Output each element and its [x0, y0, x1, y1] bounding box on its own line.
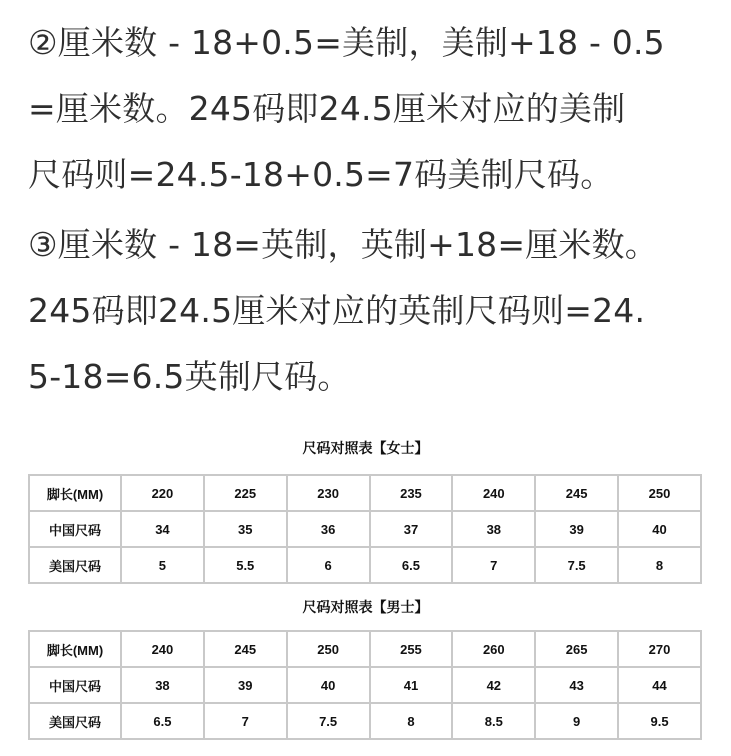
table-row [29, 667, 701, 703]
table-cell: 250 [287, 631, 370, 667]
table-cell: 9.5 [618, 703, 701, 739]
table-row [29, 547, 701, 583]
table-cell: 5 [121, 547, 204, 583]
table-cell: 255 [370, 631, 453, 667]
table-cell: 37 [370, 511, 453, 547]
table-cell: 240 [452, 475, 535, 511]
table-cell: 9 [535, 703, 618, 739]
table-cell: 265 [535, 631, 618, 667]
text-line: ②厘米数 - 18+0.5=美制，美制+18 - 0.5 [28, 23, 665, 62]
table-cell: 41 [370, 667, 453, 703]
table-cell: 245 [535, 475, 618, 511]
table-cell: 260 [452, 631, 535, 667]
table-row [29, 511, 701, 547]
text-line: =厘米数。245码即24.5厘米对应的美制 [28, 89, 626, 128]
text-line: ③厘米数 - 18=英制，英制+18=厘米数。 [28, 225, 659, 264]
table-cell: 40 [618, 511, 701, 547]
row-header: 脚长(MM) [29, 631, 121, 667]
table-cell: 40 [287, 667, 370, 703]
table-cell: 39 [535, 511, 618, 547]
row-header: 美国尺码 [29, 703, 121, 739]
table-cell: 8.5 [452, 703, 535, 739]
text-line: 尺码则=24.5-18+0.5=7码美制尺码。 [28, 155, 614, 194]
table-cell: 7 [204, 703, 287, 739]
paragraph-us-size-formula [28, 10, 718, 208]
table-cell: 34 [121, 511, 204, 547]
table-cell: 35 [204, 511, 287, 547]
table-cell: 225 [204, 475, 287, 511]
men-size-table [28, 630, 702, 740]
row-header: 美国尺码 [29, 547, 121, 583]
row-header: 中国尺码 [29, 667, 121, 703]
table-row [29, 475, 701, 511]
table-cell: 250 [618, 475, 701, 511]
table-cell: 43 [535, 667, 618, 703]
text-line: 245码即24.5厘米对应的英制尺码则=24. [28, 291, 646, 330]
table-cell: 6.5 [121, 703, 204, 739]
paragraph-uk-size-formula [28, 212, 718, 410]
table-cell: 42 [452, 667, 535, 703]
table-cell: 6.5 [370, 547, 453, 583]
table-cell: 245 [204, 631, 287, 667]
row-header: 脚长(MM) [29, 475, 121, 511]
table-cell: 7.5 [287, 703, 370, 739]
table-cell: 8 [618, 547, 701, 583]
table-cell: 6 [287, 547, 370, 583]
table-cell: 38 [452, 511, 535, 547]
women-size-table [28, 474, 702, 584]
table-row [29, 703, 701, 739]
women-size-table-title: 尺码对照表【女士】 [302, 441, 429, 457]
table-row [29, 631, 701, 667]
table-cell: 220 [121, 475, 204, 511]
table-cell: 38 [121, 667, 204, 703]
table-cell: 270 [618, 631, 701, 667]
table-cell: 7 [452, 547, 535, 583]
text-line: 5-18=6.5英制尺码。 [28, 357, 351, 396]
table-cell: 235 [370, 475, 453, 511]
table-cell: 39 [204, 667, 287, 703]
table-cell: 8 [370, 703, 453, 739]
row-header: 中国尺码 [29, 511, 121, 547]
table-cell: 230 [287, 475, 370, 511]
table-cell: 36 [287, 511, 370, 547]
table-cell: 7.5 [535, 547, 618, 583]
men-size-table-title: 尺码对照表【男士】 [302, 600, 429, 616]
table-cell: 240 [121, 631, 204, 667]
table-cell: 44 [618, 667, 701, 703]
table-cell: 5.5 [204, 547, 287, 583]
